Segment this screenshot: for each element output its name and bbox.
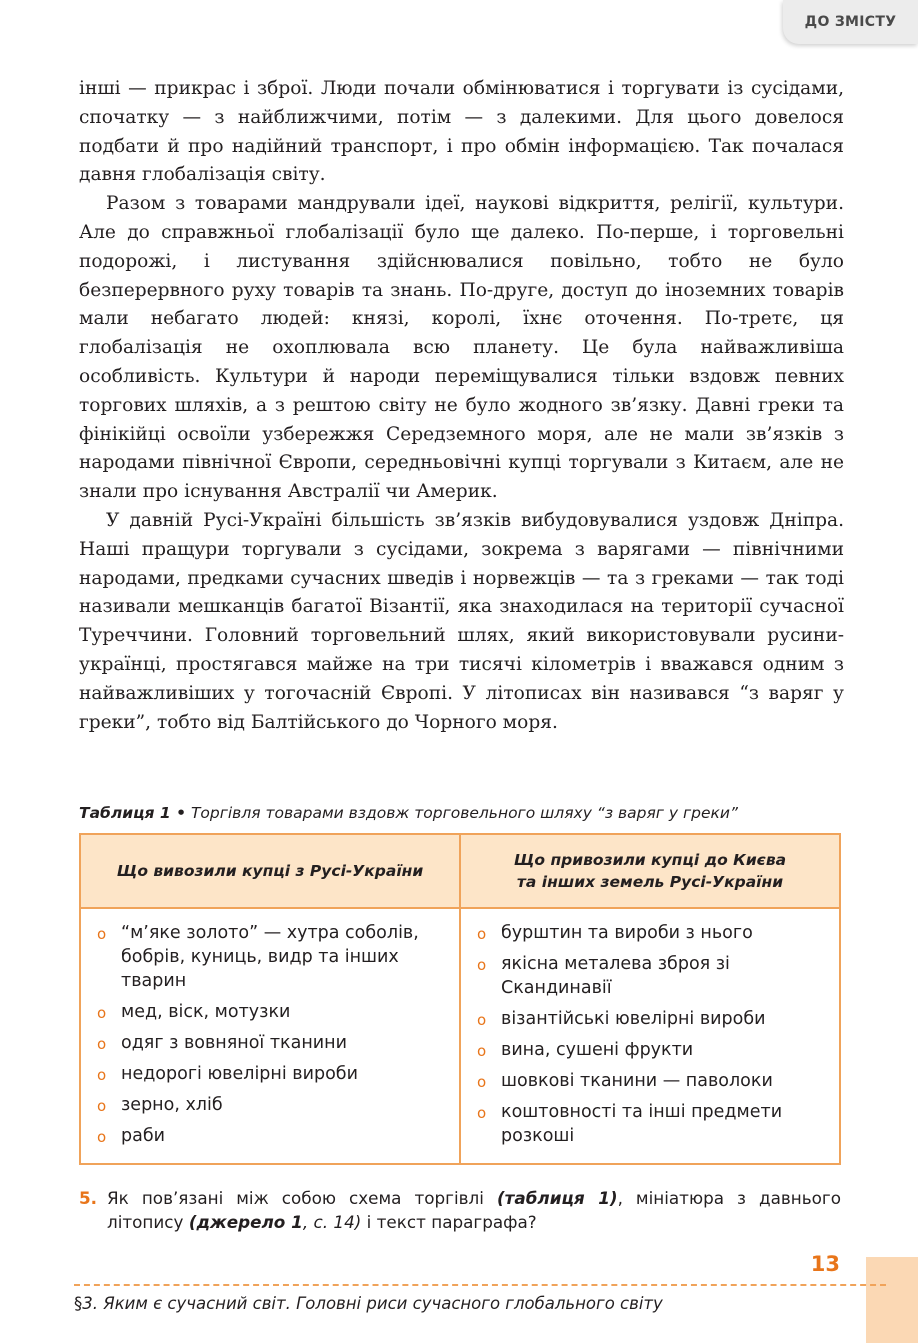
list-item: o недорогі ювелірні вироби (95, 1062, 451, 1086)
circle-bullet-icon: o (477, 1011, 487, 1029)
list-item: o мед, віск, мотузки (95, 1000, 451, 1024)
table-reference: (таблиця 1) (496, 1188, 618, 1208)
main-text (79, 75, 844, 737)
question-5 (79, 1186, 841, 1234)
trade-table (79, 833, 841, 1165)
table-header-exports: Що вивозили купці з Русі-України (80, 834, 460, 908)
footer-divider (74, 1284, 886, 1286)
circle-bullet-icon: o (477, 925, 487, 943)
circle-bullet-icon: o (477, 1104, 487, 1122)
circle-bullet-icon: o (97, 1004, 107, 1022)
list-item: o якісна металева зброя зі Скандинавії (477, 954, 730, 998)
source-reference: (джерело 1 (188, 1212, 303, 1232)
imports-cell (460, 908, 840, 1164)
circle-bullet-icon: o (97, 1097, 107, 1115)
section-title: 3. Яким є сучасний світ. Головні риси сучасного глобального світу (82, 1294, 663, 1313)
list-item: o бурштин та вироби з нього (475, 921, 831, 945)
exports-list (95, 921, 451, 1148)
circle-bullet-icon: o (97, 1128, 107, 1146)
circle-bullet-icon: o (477, 956, 487, 974)
table-header-imports-line1: Що привозили купці до Києва (513, 851, 787, 869)
table-caption-label: Таблиця 1 • (79, 804, 186, 822)
list-item: o “м’яке золото” — хутра соболів, бобрів, куниць, видр та інших тварин (97, 923, 419, 991)
circle-bullet-icon: o (477, 1042, 487, 1060)
circle-bullet-icon: o (97, 925, 107, 943)
running-footer (74, 1293, 854, 1315)
table-caption-text: Торгівля товарами вздовж торговельного шляху “з варяг у греки” (190, 804, 738, 822)
page-corner-decoration (866, 1257, 918, 1343)
list-item: o одяг з вовняної тканини (95, 1031, 451, 1055)
exports-cell (80, 908, 460, 1164)
question-text: Як пов’язані між собою схема торгівлі (таблиця 1), мініатюра з давнього літопису (джерело 1, с. 14) і текст параграфа? (107, 1188, 841, 1232)
page-number: 13 (810, 1252, 840, 1276)
list-item: o шовкові тканини — паволоки (475, 1069, 831, 1093)
table-caption (79, 802, 849, 824)
circle-bullet-icon: o (477, 1073, 487, 1091)
list-item: o вина, сушені фрукти (475, 1038, 831, 1062)
circle-bullet-icon: o (97, 1035, 107, 1053)
section-symbol: § (74, 1294, 83, 1313)
paragraph-3: У давній Русі-Україні більшість зв’язків вибудовувалися уздовж Дніпра. Наші пращури торгували з сусідами, зокрема з варягами — північними народами, предками сучасних шведів і норвежців — та з греками — так тоді називали мешканців багатої Візантії, яка знаходилася на території сучасної Туреччини. Головний торговельний шлях, який використовували русини-українці, простягався майже на три тисячі кілометрів і вважався одним з найважливіших у тогочасній Європі. У літописах він називався “з варяг у греки”, тобто від Балтійського до Чорного моря. (79, 509, 844, 733)
list-item: o зерно, хліб (95, 1093, 451, 1117)
list-item: o раби (95, 1124, 451, 1148)
list-item: o візантійські ювелірні вироби (475, 1007, 831, 1031)
paragraph-2: Разом з товарами мандрували ідеї, наукові відкриття, релігії, культури. Але до справжньої глобалізації було ще далеко. По-перше, і торговельні подорожі, і листування здійснювалися повільно, тобто не було безперервного руху товарів та знань. По-друге, доступ до іноземних товарів мали небагато людей: князі, королі, їхнє оточення. По-третє, ця глобалізація не охоплювала всю планету. Це була найважливіша особливість. Культури й народи переміщувалися тільки вздовж певних торгових шляхів, а з рештою світу не було жодного зв’язку. Давні греки та фінікійці освоїли узбережжя Середземного моря, але не мали зв’язків з народами північної Європи, середньовічні купці торгували з Китаєм, але не знали про існування Австралії чи Америк. (79, 193, 844, 503)
list-item: o коштовності та інші предмети розкоші (477, 1102, 783, 1146)
table-header-imports-line2: та інших земель Русі-України (516, 873, 784, 891)
table-header-imports (460, 834, 840, 908)
question-number: 5. (79, 1188, 98, 1208)
toc-link-button[interactable]: ДО ЗМІСТУ (783, 0, 918, 44)
imports-list (475, 921, 831, 1148)
circle-bullet-icon: o (97, 1066, 107, 1084)
paragraph-1: інші — прикрас і зброї. Люди почали обмінюватися і торгувати із сусідами, спочатку — з найближчими, потім — з далекими. Для цього довелося подбати й про надійний транспорт, і про обмін інформацією. Так почалася давня глобалізація світу. (79, 78, 844, 186)
